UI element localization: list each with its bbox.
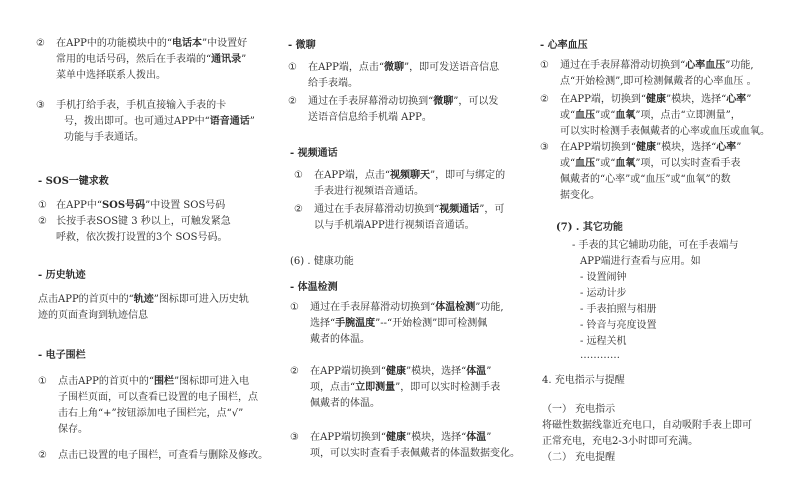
wechat-item-1-line-1: ① 在APP端，点击“微聊”，即可发送语音信息 xyxy=(288,62,500,73)
heart-item-3-line-1: ③ 在APP端切换到“健康”模块，选择“心率” xyxy=(540,142,742,153)
contacts-item-line-2: 常用的电话号码，然后在手表端的“通讯录” xyxy=(56,54,247,65)
bold-term: SOS号码 xyxy=(101,200,146,211)
temp-item-2-line-1: ② 在APP端切换到“健康”模块，选择“体温” xyxy=(290,366,492,377)
wechat-item-2-line-2: 送语音信息给手机端 APP。 xyxy=(308,112,432,123)
heart-item-3-line-3: 佩戴者的“心率”或“血压”或“血氧”的数 xyxy=(560,174,731,185)
sos-item-2-line-1: ② 长按手表SOS键 3 秒以上，可触发紧急 xyxy=(38,216,231,227)
bold-term: 血压 xyxy=(575,158,596,169)
sos-item-1: ① 在APP中“SOS号码”中设置 SOS号码 xyxy=(38,200,226,211)
item-marker: ② xyxy=(38,216,47,227)
other-list-item: - 铃音与亮度设置 xyxy=(580,320,657,331)
item-marker: ③ xyxy=(540,142,549,153)
column-1 xyxy=(0,0,268,500)
charge-sub-2: （二） 充电提醒 xyxy=(542,452,616,463)
bold-term: 语音通话 xyxy=(209,116,250,127)
bold-term: 视频聊天 xyxy=(389,170,430,181)
heart-item-2-line-1: ② 在APP端，切换到“健康”模块，选择“心率” xyxy=(540,94,752,105)
temp-item-3-line-2: 项，可以实时查看手表佩戴者的体温数据变化。 xyxy=(310,448,520,459)
video-item-2-line-2: 以与手机端APP进行视频语音通话。 xyxy=(314,220,475,231)
item-marker: ② xyxy=(540,94,549,105)
contacts-item-line-1: ② 在APP中的功能模块中的“电话本”中设置好 xyxy=(36,38,248,49)
item-marker: ② xyxy=(290,366,299,377)
heart-heading: - 心率血压 xyxy=(540,40,588,51)
item-marker: ② xyxy=(36,38,45,49)
temp-item-1-line-3: 戴者的体温。 xyxy=(310,334,370,345)
bold-term: 通讯录 xyxy=(211,54,242,65)
temp-item-2-line-2: 项，点击“立即测量”，即可以实时检测手表 xyxy=(310,382,501,393)
bold-term: 电话本 xyxy=(171,38,202,49)
bold-term: 围栏 xyxy=(153,376,174,387)
bold-term: 血氧 xyxy=(615,158,636,169)
history-line-2: 迹的页面查询到轨迹信息 xyxy=(38,310,148,321)
column-3 xyxy=(538,0,800,500)
other-line-1: - 手表的其它辅助功能，可在手表端与 xyxy=(572,240,739,251)
heart-item-3-line-2: 或“血压”或“血氧”项，可以实时查看手表 xyxy=(560,158,741,169)
bold-term: 微聊 xyxy=(383,62,404,73)
fence-heading: - 电子围栏 xyxy=(38,350,86,361)
other-list-item: - 手表拍照与相册 xyxy=(580,304,657,315)
video-heading: - 视频通话 xyxy=(290,148,338,159)
item-marker: ① xyxy=(294,170,303,181)
bold-term: 轨迹 xyxy=(133,294,154,305)
item-marker: ① xyxy=(290,302,299,313)
bold-term: 体温 xyxy=(466,366,487,377)
item-marker: ② xyxy=(288,96,297,107)
bold-term: 健康 xyxy=(645,94,666,105)
temp-item-3-line-1: ③ 在APP端切换到“健康”模块，选择“体温” xyxy=(290,432,492,443)
wechat-item-1-line-2: 给手表端。 xyxy=(308,78,358,89)
bold-term: 健康 xyxy=(385,366,406,377)
bold-term: 手腕温度 xyxy=(335,318,376,329)
temp-item-1-line-1: ① 通过在手表屏幕滑动切换到“体温检测”功能, xyxy=(290,302,504,313)
video-item-1-line-2: 手表进行视频语音通话。 xyxy=(314,186,424,197)
dial-item-line-1: ③ 手机打给手表，手机直接输入手表的卡 xyxy=(36,100,227,111)
charge-heading: 4. 充电指示与提醒 xyxy=(542,375,625,386)
bold-term: 体温检测 xyxy=(435,302,476,313)
item-marker: ① xyxy=(540,60,549,71)
fence-item-1-line-4: 保存。 xyxy=(58,424,88,435)
bold-term: 健康 xyxy=(635,142,656,153)
health-heading: (6) . 健康功能 xyxy=(290,256,354,267)
bold-term: 心率 xyxy=(726,94,747,105)
item-marker: ② xyxy=(38,450,47,461)
heart-item-2-line-3: 可以实时检测手表佩戴者的心率或血压或血氧。 xyxy=(560,126,770,137)
item-marker: ① xyxy=(288,62,297,73)
charge-text-line-1: 将磁性数据线靠近充电口，自动吸附手表上即可 xyxy=(542,420,752,431)
temperature-subheading: - 体温检测 xyxy=(290,282,338,293)
temp-item-1-line-2: 选择“手腕温度”--“开始检测”即可检测佩 xyxy=(310,318,488,329)
other-list-item: - 运动计步 xyxy=(580,288,627,299)
bold-term: 心率血压 xyxy=(685,60,726,71)
other-list-item: ………… xyxy=(580,350,620,361)
item-marker: ② xyxy=(294,204,303,215)
bold-term: 血压 xyxy=(575,110,596,121)
item-marker: ① xyxy=(38,200,47,211)
item-marker: ① xyxy=(38,376,47,387)
bold-term: 微聊 xyxy=(433,96,454,107)
bold-term: 健康 xyxy=(385,432,406,443)
history-line-1: 点击APP的首页中的“轨迹”图标即可进入历史轨 xyxy=(38,294,249,305)
bold-term: 心率 xyxy=(716,142,737,153)
bold-term: 血氧 xyxy=(615,110,636,121)
fence-item-1-line-3: 击右上角“+”按钮添加电子围栏完，点“√” xyxy=(58,408,244,419)
temp-item-2-line-3: 佩戴者的体温。 xyxy=(310,398,380,409)
contacts-item-line-3: 菜单中选择联系人拨出。 xyxy=(56,70,166,81)
fence-item-1-line-1: ① 点击APP的首页中的“围栏”图标即可进入电 xyxy=(38,376,250,387)
fence-item-2: ② 点击已设置的电子围栏，可查看与删除及修改。 xyxy=(38,450,269,461)
item-marker: ③ xyxy=(36,100,45,111)
bold-term: 体温 xyxy=(466,432,487,443)
history-heading: - 历史轨迹 xyxy=(38,270,86,281)
sos-item-2-line-2: 呼救，依次拨打设置的3个 SOS号码。 xyxy=(56,232,228,243)
charge-sub-1: （一） 充电指示 xyxy=(542,404,616,415)
video-item-2-line-1: ② 通过在手表屏幕滑动切换到“视频通话”，可 xyxy=(294,204,505,215)
fence-item-1-line-2: 子围栏页面，可以查看已设置的电子围栏，点 xyxy=(58,392,258,403)
column-2 xyxy=(288,0,534,500)
other-list-item: - 远程关机 xyxy=(580,336,627,347)
other-heading: (7) . 其它功能 xyxy=(556,222,623,233)
other-list-item: - 设置闹钟 xyxy=(580,272,627,283)
sos-heading: - SOS一键求救 xyxy=(38,176,109,187)
bold-term: 视频通话 xyxy=(439,204,480,215)
heart-item-3-line-4: 据变化。 xyxy=(560,190,600,201)
bold-term: 立即测量 xyxy=(355,382,396,393)
wechat-heading: - 微聊 xyxy=(288,40,316,51)
heart-item-1-line-1: ① 通过在手表屏幕滑动切换到“心率血压”功能, xyxy=(540,60,754,71)
charge-text-line-2: 正常充电，充电2-3小时即可充满。 xyxy=(542,436,699,447)
heart-item-1-line-2: 点“开始检测”,即可检测佩戴者的心率血压 。 xyxy=(560,76,757,87)
dial-item-line-3: 功能与手表通话。 xyxy=(64,132,144,143)
item-marker: ③ xyxy=(290,432,299,443)
video-item-1-line-1: ① 在APP端，点击“视频聊天”，即可与绑定的 xyxy=(294,170,506,181)
other-line-2: APP端进行查看与应用。如 xyxy=(580,256,701,267)
wechat-item-2-line-1: ② 通过在手表屏幕滑动切换到“微聊”，可以发 xyxy=(288,96,499,107)
heart-item-2-line-2: 或“血压”或“血氧”项，点击“立即测量”， xyxy=(560,110,741,121)
dial-item-line-2: 号，拨出即可。也可通过APP中“语音通话” xyxy=(64,116,255,127)
